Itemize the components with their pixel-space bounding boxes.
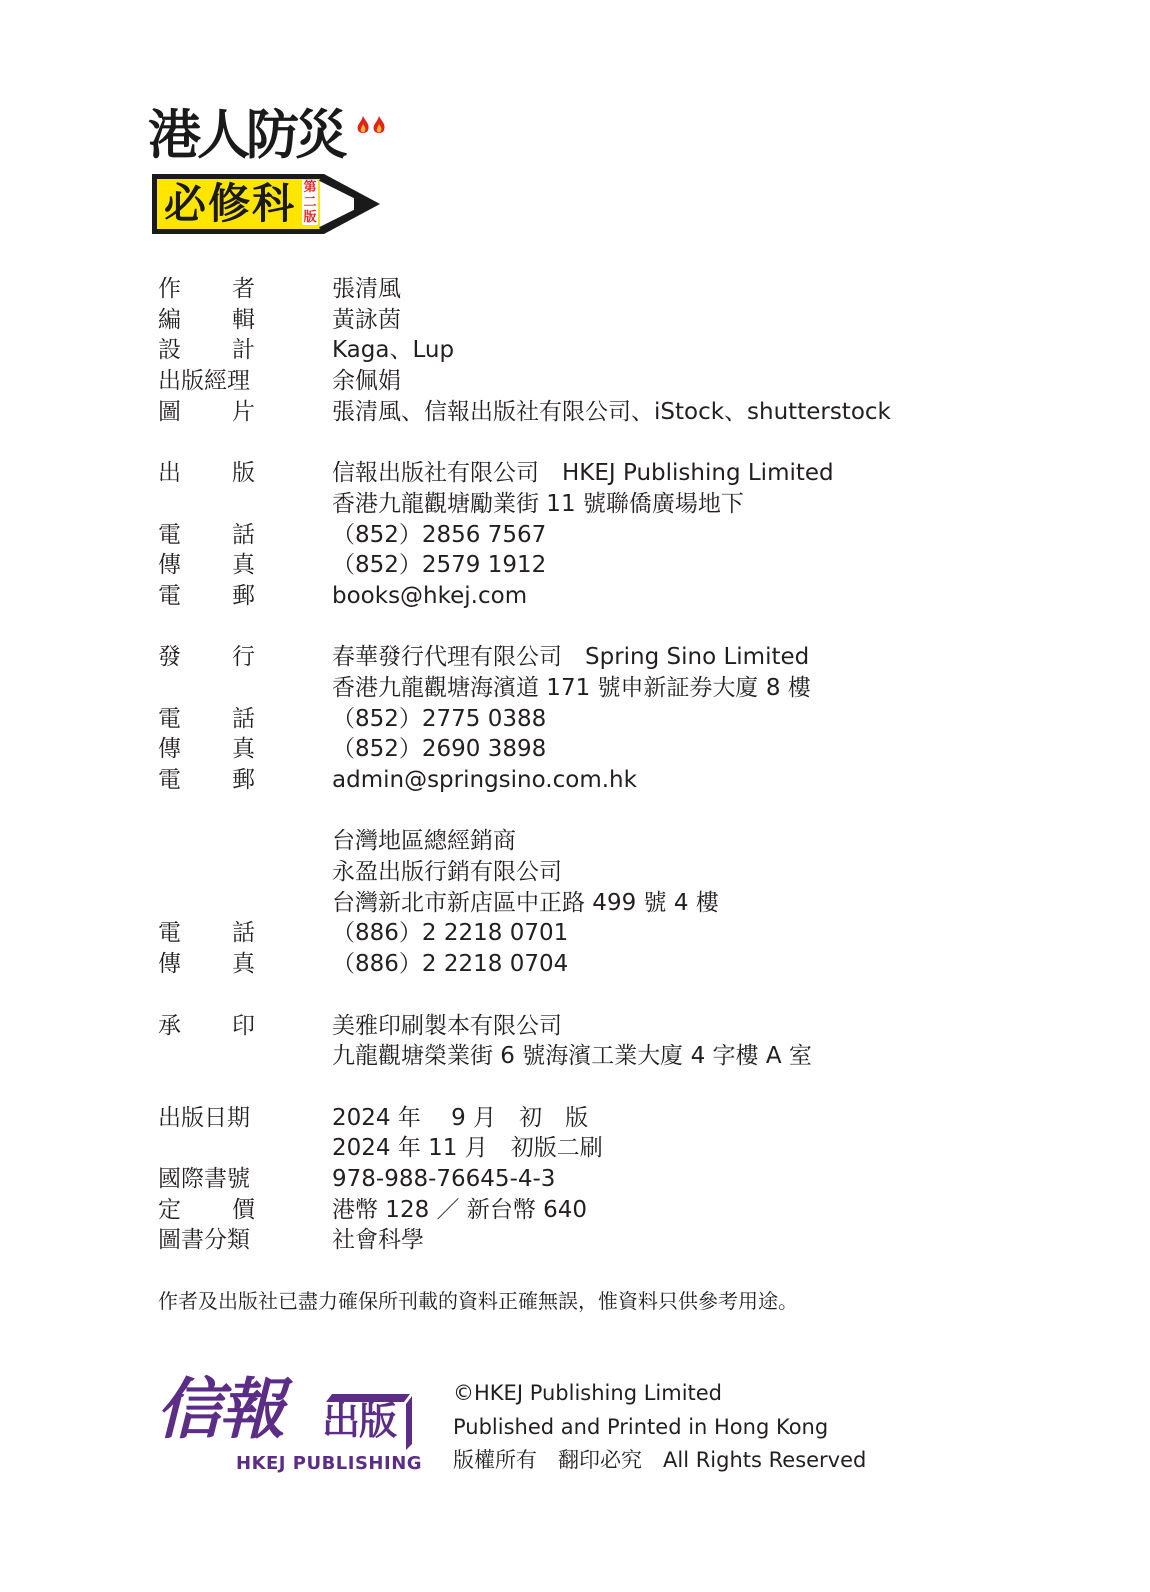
- credit-label-text: 郵: [232, 767, 255, 793]
- credit-label: [158, 1103, 255, 1134]
- credit-label: [158, 1225, 255, 1256]
- credit-label-text: 發: [158, 644, 181, 671]
- credit-value: 港幣 128 ／ 新台幣 640: [332, 1196, 588, 1223]
- credit-value: 張清風: [332, 276, 401, 302]
- book-logo: [148, 104, 388, 238]
- credit-label: [158, 489, 255, 520]
- credit-row: [158, 1195, 1058, 1226]
- pencil-banner: [148, 170, 388, 238]
- credit-label: [158, 949, 255, 980]
- credit-label-text: 電: [158, 767, 181, 793]
- credit-label-text: 行: [232, 644, 255, 671]
- credit-value: （852）2856 7567: [332, 521, 547, 548]
- credit-label: [158, 888, 255, 919]
- credit-label: [158, 1011, 255, 1042]
- credit-value: 春華發行代理有限公司 Spring Sino Limited: [332, 644, 810, 671]
- credit-value: admin@springsino.com.hk: [332, 767, 637, 793]
- credit-value: 信報出版社有限公司 HKEJ Publishing Limited: [332, 460, 834, 487]
- credit-value: 余佩娟: [332, 368, 401, 395]
- credit-row: [158, 581, 1058, 612]
- section-gap: [158, 796, 1058, 827]
- publisher-logo-chinese: 信報: [156, 1370, 282, 1448]
- section-gap: [158, 427, 1058, 458]
- credit-label-text: 出版經理: [158, 368, 250, 395]
- credit-row: [158, 734, 1058, 765]
- credit-label: [158, 642, 255, 673]
- credit-row: [158, 857, 1058, 888]
- credit-row: [158, 274, 1058, 305]
- credit-row: [158, 1225, 1058, 1256]
- credit-row: [158, 335, 1058, 366]
- section-gap: [158, 980, 1058, 1011]
- credit-label-text: 作: [158, 276, 181, 302]
- credit-label-text: 傳: [158, 951, 181, 978]
- credit-row: [158, 1011, 1058, 1042]
- credit-label-text: 定: [158, 1196, 181, 1223]
- credit-label-text: 真: [232, 951, 255, 978]
- credit-row: [158, 520, 1058, 551]
- credit-value: books@hkej.com: [332, 582, 528, 609]
- disclaimer: 作者及出版社已盡力確保所刊載的資料正確無誤，惟資料只供參考用途。: [158, 1289, 798, 1313]
- credit-value: 2024 年 9 月 初 版: [332, 1104, 589, 1131]
- credit-label-text: 真: [232, 736, 255, 763]
- credit-label-text: 者: [232, 276, 255, 302]
- credit-row: [158, 397, 1058, 428]
- credit-label-text: 印: [232, 1012, 255, 1039]
- credit-label: [158, 335, 255, 366]
- flame-icon: [372, 116, 386, 136]
- publisher-logo-tag: 出版: [322, 1399, 397, 1443]
- copyright-line: 版權所有 翻印必究 All Rights Reserved: [453, 1448, 867, 1472]
- credit-label-text: 傳: [158, 552, 181, 579]
- credit-row: [158, 888, 1058, 919]
- credit-value: 978-988-76645-4-3: [332, 1165, 556, 1192]
- credit-label: [158, 673, 255, 704]
- credit-row: [158, 1133, 1058, 1164]
- credit-row: [158, 765, 1058, 796]
- credit-row: [158, 1103, 1058, 1134]
- credit-label: [158, 1041, 255, 1072]
- publisher-logo-english: HKEJ PUBLISHING: [236, 1453, 423, 1474]
- credit-value: （886）2 2218 0701: [332, 920, 569, 947]
- credit-label: [158, 274, 255, 305]
- copyright-block: [453, 1377, 866, 1478]
- credit-row: [158, 704, 1058, 735]
- credit-label-text: 話: [232, 705, 255, 732]
- credit-label: [158, 918, 255, 949]
- credit-value: （886）2 2218 0704: [332, 951, 569, 978]
- credit-value: （852）2579 1912: [332, 552, 547, 579]
- credit-label: [158, 581, 255, 612]
- credit-label-text: 郵: [232, 582, 255, 609]
- credit-label: [158, 704, 255, 735]
- credit-label-text: 承: [158, 1012, 181, 1039]
- credit-value: 香港九龍觀塘勵業街 11 號聯僑廣場地下: [332, 490, 744, 517]
- credit-label: [158, 1195, 255, 1226]
- credit-label-text: 電: [158, 705, 181, 732]
- credit-label-text: 版: [232, 460, 255, 487]
- credit-value: 永盈出版行銷有限公司: [332, 859, 562, 886]
- credit-label-text: 計: [232, 337, 255, 364]
- credit-label-text: 圖書分類: [158, 1227, 250, 1254]
- credit-row: [158, 949, 1058, 980]
- credit-row: [158, 489, 1058, 520]
- credit-row: [158, 305, 1058, 336]
- credit-label-text: 真: [232, 552, 255, 579]
- credit-value: 黃詠茵: [332, 306, 401, 333]
- credit-label-text: 電: [158, 582, 181, 609]
- credit-value: 台灣地區總經銷商: [332, 828, 516, 855]
- credit-label-text: 電: [158, 521, 181, 548]
- credit-label-text: 話: [232, 920, 255, 947]
- credit-row: [158, 1164, 1058, 1195]
- credit-row: [158, 1041, 1058, 1072]
- credit-row: [158, 366, 1058, 397]
- credit-row: [158, 550, 1058, 581]
- credit-value: 張清風、信報出版社有限公司、iStock、shutterstock: [332, 398, 891, 425]
- credits-list: [158, 274, 1058, 1256]
- flame-icon: [356, 116, 370, 136]
- credit-label-text: 出版日期: [158, 1104, 250, 1131]
- credit-value: （852）2690 3898: [332, 736, 547, 763]
- credit-row: [158, 673, 1058, 704]
- credit-label: [158, 826, 255, 857]
- credit-label-text: 圖: [158, 398, 181, 425]
- credit-row: [158, 458, 1058, 489]
- credit-label-text: 價: [232, 1196, 255, 1223]
- credit-label-text: 設: [158, 337, 181, 364]
- publisher-logo: [156, 1370, 423, 1482]
- credit-value: 香港九龍觀塘海濱道 171 號申新証券大廈 8 樓: [332, 674, 811, 701]
- credit-label-text: 電: [158, 920, 181, 947]
- credit-label: [158, 305, 255, 336]
- credit-value: 美雅印刷製本有限公司: [332, 1012, 562, 1039]
- credit-label: [158, 458, 255, 489]
- section-gap: [158, 1072, 1058, 1103]
- credit-label: [158, 520, 255, 551]
- credit-value: 社會科學: [332, 1227, 424, 1254]
- credit-label: [158, 765, 255, 796]
- credit-label: [158, 1133, 255, 1164]
- credit-label: [158, 1164, 255, 1195]
- credit-row: [158, 826, 1058, 857]
- credit-row: [158, 642, 1058, 673]
- credit-label: [158, 397, 255, 428]
- credit-value: 2024 年 11 月 初版二刷: [332, 1135, 603, 1162]
- credit-label-text: 傳: [158, 736, 181, 763]
- copyright-line: Published and Printed in Hong Kong: [453, 1414, 829, 1439]
- credit-label-text: 國際書號: [158, 1165, 250, 1192]
- section-gap: [158, 612, 1058, 643]
- credit-label: [158, 550, 255, 581]
- credit-label: [158, 857, 255, 888]
- credit-label-text: 輯: [232, 306, 255, 333]
- edition-badge: 第二版: [303, 180, 317, 225]
- credit-label: [158, 366, 255, 397]
- credit-label-text: 編: [158, 306, 181, 333]
- credit-label-text: 出: [158, 460, 181, 487]
- book-logo-subtitle: 必修科: [164, 179, 297, 228]
- credit-row: [158, 918, 1058, 949]
- credit-label-text: 話: [232, 521, 255, 548]
- credit-value: 台灣新北市新店區中正路 499 號 4 樓: [332, 889, 719, 916]
- copyright-line: ©HKEJ Publishing Limited: [453, 1381, 723, 1405]
- credit-label-text: 片: [232, 398, 255, 425]
- book-logo-title: 港人防災: [148, 105, 344, 166]
- credit-value: （852）2775 0388: [332, 705, 547, 732]
- credit-value: Kaga、Lup: [332, 337, 455, 364]
- credit-value: 九龍觀塘榮業街 6 號海濱工業大廈 4 字樓 A 室: [332, 1043, 812, 1070]
- credit-label: [158, 734, 255, 765]
